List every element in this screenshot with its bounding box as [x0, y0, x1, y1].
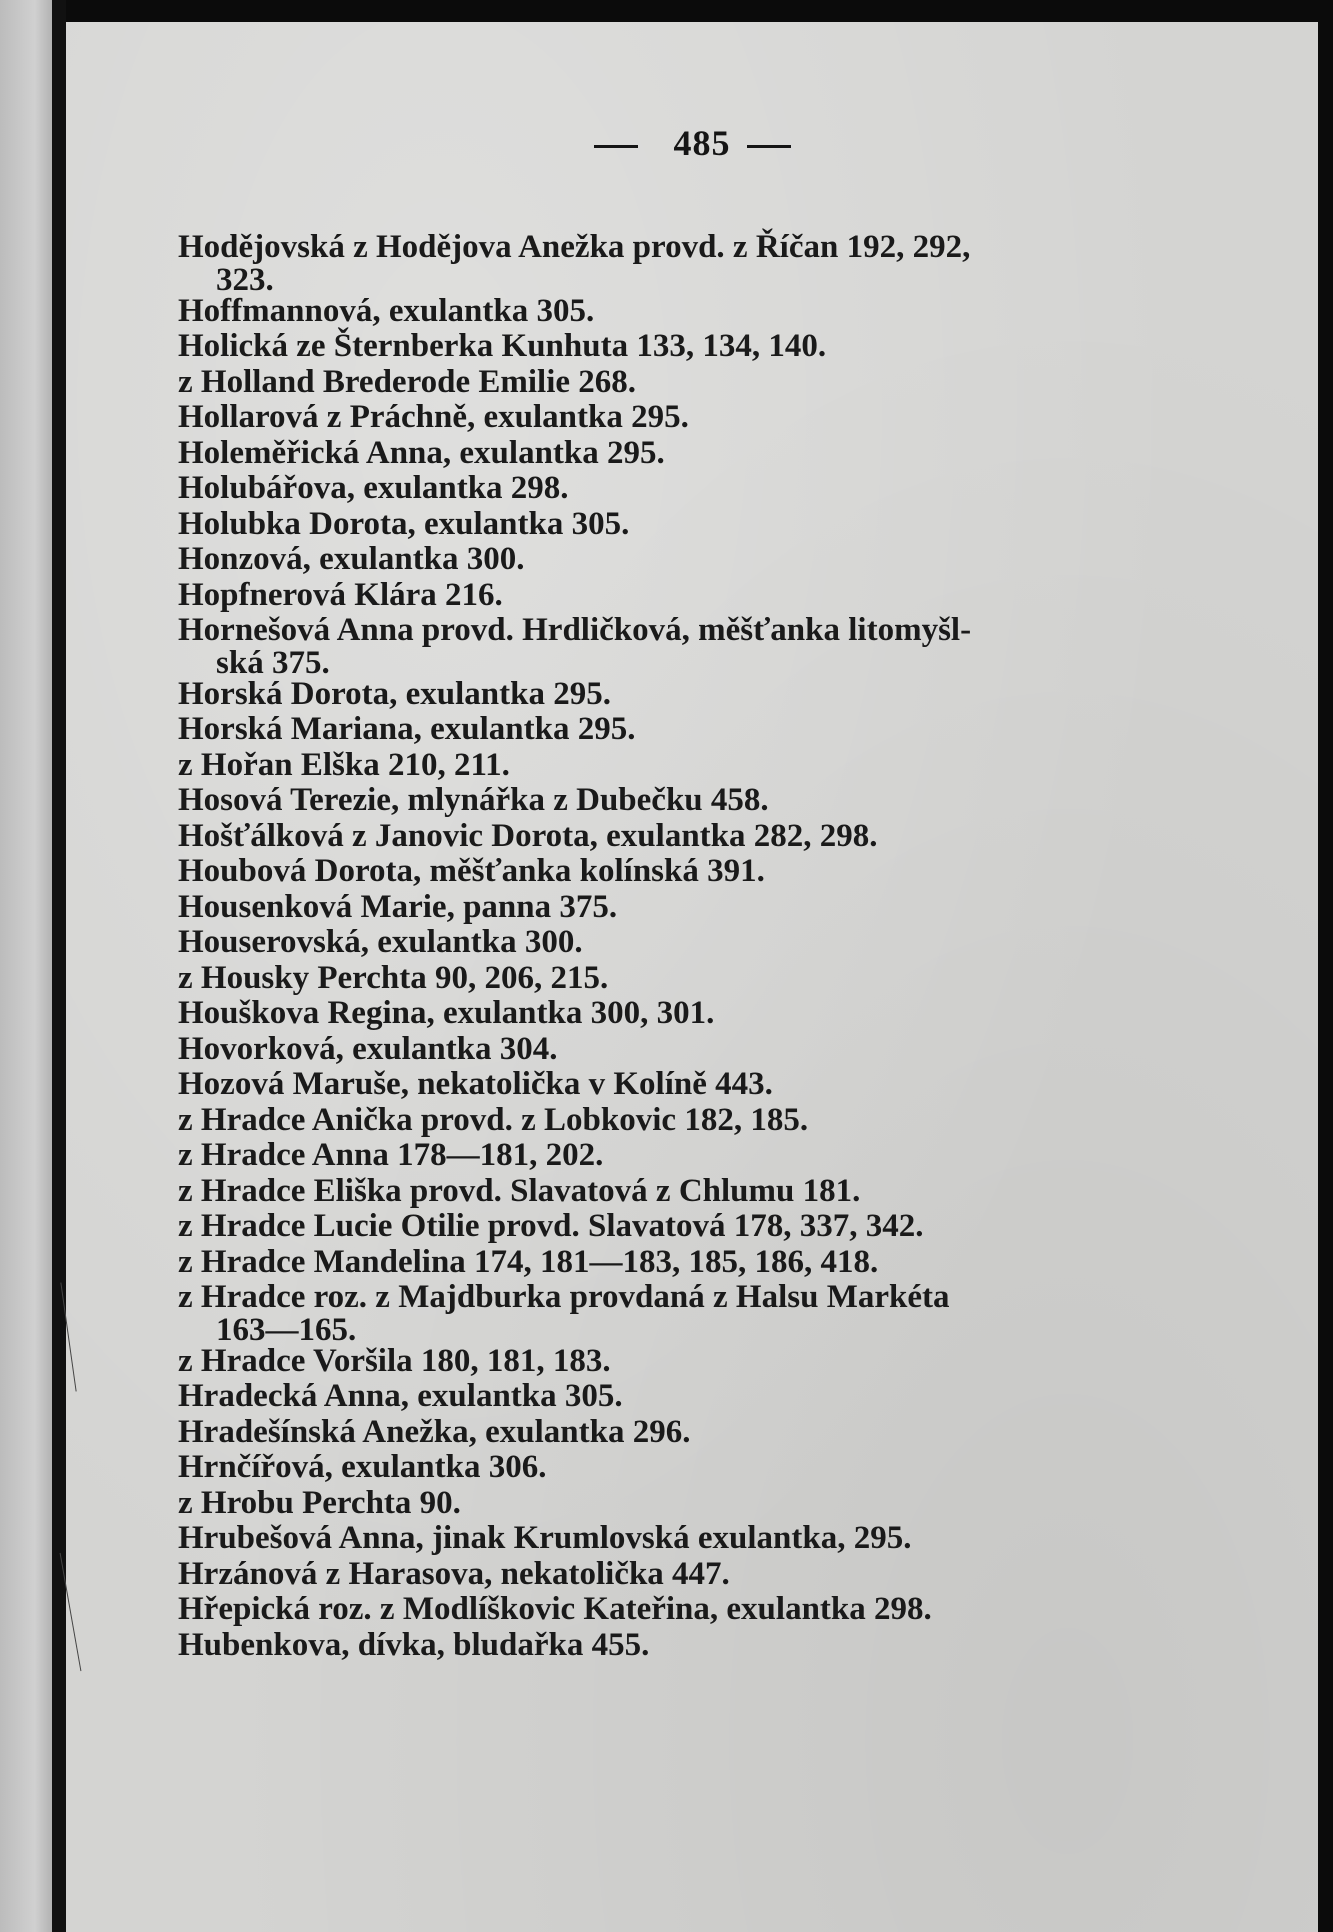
index-entry-text: Hradešínská Anežka, exulantka 296.: [178, 1413, 691, 1450]
index-entry: [178, 854, 1238, 890]
index-entry-text: Hošťálková z Janovic Dorota, exulantka 282, 298.: [178, 817, 878, 854]
index-entry: [178, 996, 1238, 1032]
index-entry: [178, 1209, 1238, 1245]
index-entry: [178, 819, 1238, 855]
index-entry-text: z Hradce Anička provd. z Lobkovic 182, 185.: [178, 1101, 809, 1138]
index-entry: [178, 329, 1238, 365]
index-entry: [178, 1174, 1238, 1210]
index-entry-text: Hovorková, exulantka 304.: [178, 1030, 558, 1067]
index-entry: [178, 229, 1238, 298]
index-entry-text: Houbová Dorota, měšťanka kolínská 391.: [178, 853, 765, 889]
index-entry: [178, 748, 1238, 784]
index-entry-text: Honzová, exulantka 300.: [178, 541, 525, 577]
index-entry-text: Hozová Maruše, nekatolička v Kolíně 443.: [178, 1066, 773, 1102]
index-entry: [178, 1067, 1238, 1103]
index-entry-text: Houserovská, exulantka 300.: [178, 924, 583, 960]
index-entry: [178, 365, 1238, 401]
index-entry-continuation: 163—165.: [216, 1311, 357, 1348]
index-entry: [178, 1521, 1238, 1557]
index-entry-continuation: 323.: [216, 261, 274, 298]
index-entry-text: Hodějovská z Hodějova Anežka provd. z Říčan 192, 292,: [178, 229, 971, 265]
index-entry-text: Hoffmannová, exulantka 305.: [178, 292, 595, 329]
previous-page-edge: [0, 0, 58, 1932]
index-entry-text: z Hradce Lucie Otilie provd. Slavatová 178, 337, 342.: [178, 1208, 924, 1244]
index-entry: [178, 1344, 1238, 1380]
index-entry-text: z Hořan Elška 210, 211.: [178, 746, 510, 783]
index-entry-text: Hrnčířová, exulantka 306.: [178, 1449, 547, 1485]
index-entry: [178, 542, 1238, 578]
index-entry-text: Hornešová Anna provd. Hrdličková, měšťanka litomyšl-: [178, 612, 972, 648]
index-entry-text: Hřepická roz. z Modlíškovic Kateřina, exulantka 298.: [178, 1591, 932, 1627]
index-entry-text: Holubka Dorota, exulantka 305.: [178, 505, 630, 542]
index-entry: [178, 294, 1238, 330]
index-entry: [178, 925, 1238, 961]
index-entry: [178, 612, 1238, 681]
index-entry-text: Hollarová z Práchně, exulantka 295.: [178, 399, 689, 435]
index-entry-text: z Hradce roz. z Majdburka provdaná z Halsu Markéta: [178, 1279, 950, 1315]
index-entry-text: z Hradce Eliška provd. Slavatová z Chlumu 181.: [178, 1172, 861, 1209]
index-entry: [178, 1103, 1238, 1139]
index-entry-text: z Hradce Anna 178—181, 202.: [178, 1137, 604, 1173]
index-entry: [178, 436, 1238, 472]
index-entry-text: Housenková Marie, panna 375.: [178, 888, 618, 925]
index-entry-text: Hradecká Anna, exulantka 305.: [178, 1378, 623, 1414]
index-entry: [178, 1557, 1238, 1593]
page-number-dash-left: [594, 145, 638, 148]
index-entry: [178, 507, 1238, 543]
index-entry-text: Holická ze Šternberka Kunhuta 133, 134, 140.: [178, 328, 827, 364]
index-entry: [178, 400, 1238, 436]
index-entry: [178, 783, 1238, 819]
index-entry-continuation: ská 375.: [216, 644, 330, 681]
index-entry: [178, 1415, 1238, 1451]
index-entry-text: Hubenkova, dívka, bludařka 455.: [178, 1626, 650, 1663]
index-entry: [178, 1279, 1238, 1348]
index-entry-text: Houškova Regina, exulantka 300, 301.: [178, 995, 715, 1031]
index-entry-text: Holeměřická Anna, exulantka 295.: [178, 434, 665, 471]
index-entry: [178, 1245, 1238, 1281]
page-number: [66, 122, 1318, 164]
index-entry-text: z Hrobu Perchta 90.: [178, 1484, 461, 1521]
index-entry: [178, 1592, 1238, 1628]
index-entry: [178, 578, 1238, 614]
index-entry: [178, 890, 1238, 926]
index-entry-text: Hrubešová Anna, jinak Krumlovská exulantka, 295.: [178, 1520, 912, 1556]
index-entry-text: Horská Mariana, exulantka 295.: [178, 711, 636, 747]
index-entry: [178, 1138, 1238, 1174]
index-entry-text: z Holland Brederode Emilie 268.: [178, 363, 637, 400]
index-entry-text: z Hradce Mandelina 174, 181—183, 185, 186, 418.: [178, 1243, 879, 1280]
index-entry-text: Horská Dorota, exulantka 295.: [178, 675, 611, 712]
index-entry: [178, 1032, 1238, 1068]
index-entry: [178, 471, 1238, 507]
index-entry: [178, 1379, 1238, 1415]
index-entry-text: z Hradce Voršila 180, 181, 183.: [178, 1342, 611, 1379]
index-entry-text: Hopfnerová Klára 216.: [178, 576, 503, 613]
book-gutter: [52, 0, 66, 1932]
index-entry: [178, 1628, 1238, 1664]
index-entry: [178, 712, 1238, 748]
book-page: [66, 22, 1318, 1932]
index-entry-text: Hrzánová z Harasova, nekatolička 447.: [178, 1555, 730, 1592]
index-entry-text: Hosová Terezie, mlynářka z Dubečku 458.: [178, 782, 769, 818]
index-entry-text: z Housky Perchta 90, 206, 215.: [178, 959, 609, 996]
index-entry: [178, 1486, 1238, 1522]
index-entry: [178, 961, 1238, 997]
index-entry-text: Holubářova, exulantka 298.: [178, 470, 569, 506]
index-entry: [178, 677, 1238, 713]
index-entry: [178, 1450, 1238, 1486]
page-number-dash-right: [747, 145, 791, 148]
page-number-value: 485: [673, 123, 731, 163]
name-index-list: [178, 230, 1238, 1663]
